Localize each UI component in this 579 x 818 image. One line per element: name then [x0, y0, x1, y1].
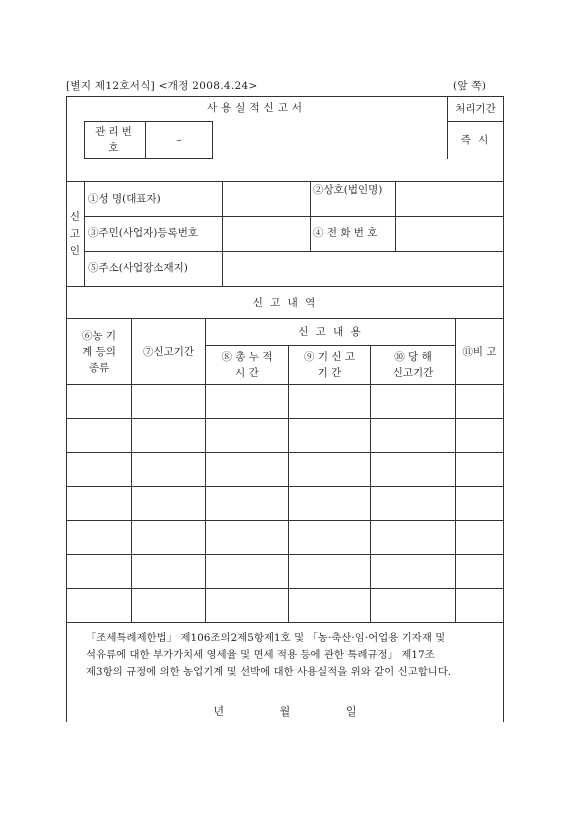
- row-cell[interactable]: [456, 555, 503, 588]
- phone-number-label: ④ 전 화 번 호: [313, 227, 378, 239]
- form-number-label: [별지 제12호서식] <개정 2008.4.24>: [66, 80, 258, 92]
- row-cell[interactable]: [371, 453, 455, 486]
- row-cell[interactable]: [206, 589, 288, 622]
- row-cell[interactable]: [206, 487, 288, 520]
- row-cell[interactable]: [371, 589, 455, 622]
- col-machine-type: ⑥농 기 계 등의 종류: [81, 329, 117, 374]
- row-cell[interactable]: [67, 521, 131, 554]
- row-cell[interactable]: [132, 419, 205, 452]
- row-cell[interactable]: [132, 521, 205, 554]
- row-cell[interactable]: [206, 453, 288, 486]
- row-cell[interactable]: [289, 419, 370, 452]
- row-cell[interactable]: [456, 487, 503, 520]
- reporter-section-label: 신고인: [69, 210, 81, 257]
- row-cell[interactable]: [132, 589, 205, 622]
- row-cell[interactable]: [67, 487, 131, 520]
- row-cell[interactable]: [371, 555, 455, 588]
- row-cell[interactable]: [67, 589, 131, 622]
- registration-number-label: ③주민(사업자)등록번호: [88, 227, 198, 239]
- management-number-field[interactable]: –: [176, 134, 182, 146]
- row-cell[interactable]: [456, 385, 503, 418]
- processing-period-label: 처리기간: [455, 103, 496, 115]
- row-cell[interactable]: [206, 419, 288, 452]
- row-cell[interactable]: [289, 487, 370, 520]
- date-month[interactable]: 월: [279, 705, 291, 718]
- form-title: 사용실적신고서: [206, 102, 306, 114]
- declaration-text: 「조세특례제한법」 제106조의2제5항제1호 및 「농·축산·임·어업용 기자재 및 석유류에 대한 부가가치세 영세율 및 면세 적용 등에 관한 특례규정」 제17조 제3항의 규정에 의한 농업기계 및 선박에 대한 사용실적을 위와 같이 신고합니다.: [86, 632, 452, 678]
- row-cell[interactable]: [289, 385, 370, 418]
- row-cell[interactable]: [132, 487, 205, 520]
- row-cell[interactable]: [456, 521, 503, 554]
- registration-number-field[interactable]: [226, 226, 306, 241]
- row-cell[interactable]: [289, 555, 370, 588]
- row-cell[interactable]: [132, 453, 205, 486]
- row-cell[interactable]: [67, 419, 131, 452]
- col-total-accumulated-time: ⑧ 총 누 적 시 간: [221, 351, 273, 379]
- col-current-report-period: ⑩ 당 해 신고기간: [392, 351, 434, 379]
- phone-number-field[interactable]: [399, 226, 499, 241]
- processing-period-value: 즉 시: [460, 134, 491, 146]
- row-cell[interactable]: [67, 555, 131, 588]
- name-field[interactable]: [226, 192, 306, 207]
- date-year[interactable]: 년: [213, 705, 225, 718]
- row-cell[interactable]: [289, 521, 370, 554]
- management-number-label: 관리번호: [95, 126, 135, 154]
- address-field[interactable]: [226, 261, 496, 276]
- row-cell[interactable]: [132, 385, 205, 418]
- col-remarks: ⑪비 고: [462, 345, 497, 358]
- row-cell[interactable]: [206, 385, 288, 418]
- page-side-label: (앞 쪽): [453, 80, 487, 92]
- trade-name-label: ②상호(법인명): [313, 184, 383, 196]
- row-cell[interactable]: [67, 453, 131, 486]
- row-cell[interactable]: [289, 589, 370, 622]
- date-line: [66, 703, 504, 719]
- row-cell[interactable]: [456, 453, 503, 486]
- trade-name-field[interactable]: [399, 192, 499, 207]
- row-cell[interactable]: [371, 419, 455, 452]
- name-label: ①성 명(대표자): [88, 193, 161, 205]
- col-report-period: ⑦신고기간: [142, 345, 195, 358]
- row-cell[interactable]: [371, 385, 455, 418]
- row-cell[interactable]: [456, 419, 503, 452]
- date-day[interactable]: 일: [345, 705, 357, 718]
- row-cell[interactable]: [132, 555, 205, 588]
- row-cell[interactable]: [206, 555, 288, 588]
- report-details-title: 신 고 내 역: [252, 296, 318, 309]
- row-cell[interactable]: [456, 589, 503, 622]
- row-cell[interactable]: [289, 453, 370, 486]
- row-cell[interactable]: [67, 385, 131, 418]
- col-group-report-contents: 신 고 내 용: [298, 326, 363, 338]
- address-label: ⑤주소(사업장소재지): [88, 262, 188, 274]
- row-cell[interactable]: [371, 521, 455, 554]
- col-previously-reported-period: ⑨ 기 신 고 기 간: [304, 351, 355, 379]
- row-cell[interactable]: [371, 487, 455, 520]
- row-cell[interactable]: [206, 521, 288, 554]
